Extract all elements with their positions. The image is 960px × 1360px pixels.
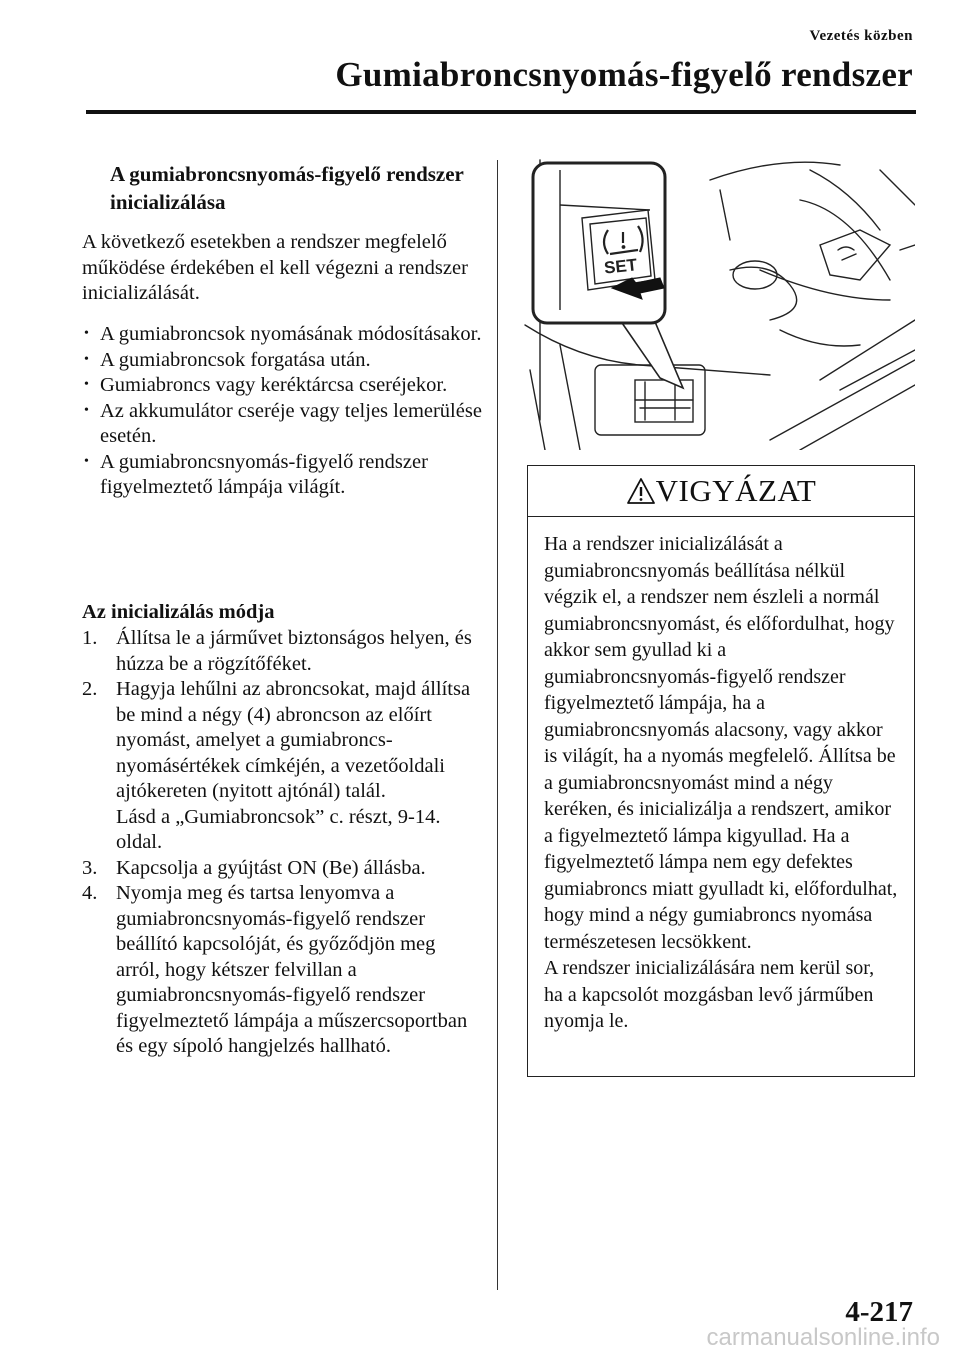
caution-text bbox=[528, 517, 914, 1035]
list-item: • Gumiabroncs vagy keréktárcsa cseréjekor. bbox=[82, 373, 482, 399]
header-divider bbox=[86, 110, 916, 114]
steps-list bbox=[82, 626, 482, 1060]
caution-header bbox=[528, 466, 914, 517]
callout-magnifier bbox=[533, 163, 683, 388]
list-item: • A gumiabroncsok nyomásának módosításakor. bbox=[82, 322, 482, 348]
page-number: 4-217 bbox=[845, 1296, 913, 1328]
method-heading: Az inicializálás módja bbox=[82, 601, 275, 623]
step-text-group bbox=[116, 677, 482, 856]
warning-triangle-icon bbox=[626, 477, 656, 505]
subheading: A gumiabroncsnyomás-figyelő rendszer inicializálása bbox=[110, 162, 464, 214]
step-item bbox=[82, 677, 482, 856]
intro-paragraph: A következő esetekben a rendszer megfelelő működése érdekében el kell végezni a rendszer inicializálását. bbox=[82, 231, 468, 304]
step-number: 4. bbox=[82, 882, 98, 904]
step-reference: Lásd a „Gumiabroncsok” c. részt, 9-14. oldal. bbox=[116, 805, 441, 853]
step-text: Hagyja lehűlni az abroncsokat, majd állítsa be mind a négy (4) abroncson az előírt nyomást, amelyet a gumiabroncs-nyomásértékek címkéjén, a vezetőoldali ajtókereten (nyitott ajtónál) talál. bbox=[116, 678, 471, 802]
step-number: 1. bbox=[82, 627, 98, 649]
step-text: Nyomja meg és tartsa lenyomva a gumiabroncsnyomás-figyelő rendszer beállító kapcsolóját, és győződjön meg arról, hogy kétszer felvillan a gumiabroncsnyomás-figyelő rendszer figyelmeztető lámpája a műszercsoportban és egy sípoló hangjelzés hallható. bbox=[116, 882, 468, 1057]
page-title: Gumiabroncsnyomás-figyelő rendszer bbox=[335, 55, 913, 94]
caution-title: VIGYÁZAT bbox=[655, 473, 817, 508]
list-item: • A gumiabroncsok forgatása után. bbox=[82, 348, 482, 374]
list-item: • Az akkumulátor cseréje vagy teljes lemerülése esetén. bbox=[82, 399, 482, 450]
bullet-list bbox=[82, 322, 482, 501]
dashboard-illustration bbox=[520, 150, 915, 450]
step-text: Állítsa le a járművet biztonságos helyen, és húzza be a rögzítőféket. bbox=[116, 627, 472, 675]
list-item: • A gumiabroncsnyomás-figyelő rendszer figyelmeztető lámpája világít. bbox=[82, 450, 482, 501]
step-item bbox=[82, 881, 482, 1060]
caution-paragraph: Ha a rendszer inicializálását a gumiabroncsnyomás beállítása nélkül végzik el, a rendszer nem észleli a normál gumiabroncsnyomást, és előfordulhat, hogy akkor sem gyullad ki a gumiabroncsnyomás-figyelő rendszer figyelmeztető lámpája, ha a gumiabroncsnyomás alacsony, vagy akkor is világít, ha a nyomás megfelelő. Állítsa be a gumiabroncsnyomást mind a négy keréken, és inicializálja a rendszert, amikor a figyelmeztető lámpa kigyullad. Ha a figyelmeztető lámpa nem egy defektes gumiabroncs miatt gyulladt ki, előfordulhat, hogy mind a négy gumiabroncs nyomása természetesen lecsökkent. bbox=[544, 533, 898, 953]
caution-paragraph: A rendszer inicializálására nem kerül sor, ha a kapcsolót mozgásban levő járműben nyomja le. bbox=[544, 957, 875, 1032]
watermark: carmanualsonline.info bbox=[706, 1324, 940, 1351]
step-number: 3. bbox=[82, 856, 98, 879]
caution-box bbox=[527, 465, 915, 1077]
step-item bbox=[82, 856, 482, 882]
column-divider bbox=[497, 160, 498, 1290]
section-label: Vezetés közben bbox=[809, 28, 913, 44]
step-item bbox=[82, 626, 482, 677]
set-label: SET bbox=[603, 255, 639, 278]
step-text: Kapcsolja a gyújtást ON (Be) állásba. bbox=[116, 856, 426, 879]
step-number: 2. bbox=[82, 678, 98, 700]
